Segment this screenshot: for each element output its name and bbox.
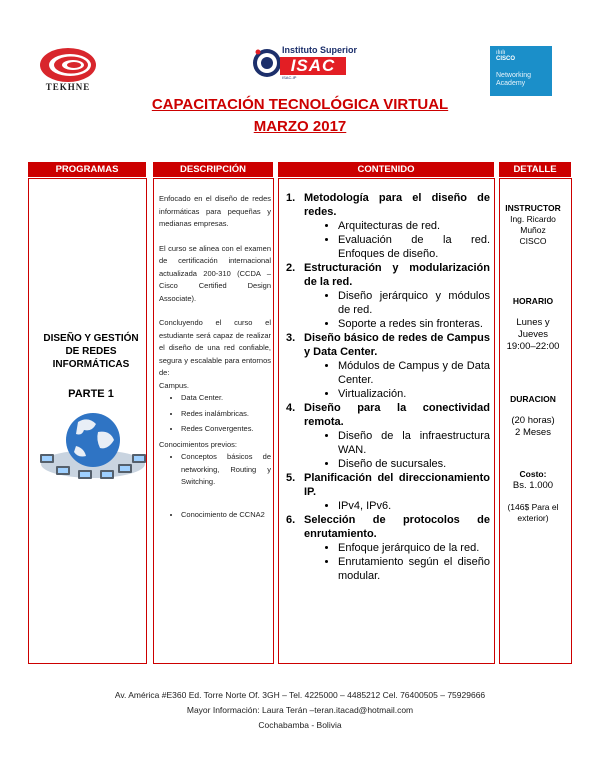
list-item: • Arquitecturas de red.	[338, 219, 490, 233]
list-item: • Conocimiento de CCNA2	[181, 509, 271, 522]
list-item: • Soporte a redes sin fronteras.	[338, 317, 490, 331]
prereq-list	[159, 451, 271, 521]
content-section: 5. Planificación del direccionamiento IP. • IPv4, IPv6.	[286, 471, 490, 513]
description-p2: El curso se alinea con el examen de certificación internacional actualizada 200-310 (CCDA – Cisco Certified Design Associate).	[159, 243, 271, 303]
cisco-name: CISCO	[496, 56, 516, 62]
tekhne-swirl-icon	[38, 46, 98, 84]
list-item: • Virtualización.	[338, 387, 490, 401]
cost-value: Bs. 1.000	[512, 480, 554, 491]
cisco-academy-logo	[490, 46, 552, 96]
page-subtitle: MARZO 2017	[253, 118, 347, 135]
footer-city: Cochabamba - Bolivia	[258, 720, 342, 730]
content-list	[286, 191, 490, 583]
header-programas: PROGRAMAS	[28, 162, 146, 177]
content-section: 1. Metodología para el diseño de redes. • Arquitecturas de red. • Evaluación de la red. Enfoques de diseño.	[286, 191, 490, 261]
page-title: CAPACITACIÓN TECNOLÓGICA VIRTUAL	[151, 96, 449, 113]
isac-logo	[252, 44, 357, 84]
isac-top-text: Instituto Superior	[282, 45, 357, 55]
isac-sub: ISAC-IP	[282, 75, 297, 80]
list-item: • Data Center.	[181, 392, 271, 405]
content-section: 3. Diseño básico de redes de Campus y Data Center. • Módulos de Campus y de Data Center. • Virtualización.	[286, 331, 490, 401]
environments-list	[159, 392, 271, 436]
cost-label: Costo:	[519, 469, 547, 479]
instructor-label: INSTRUCTOR	[505, 203, 561, 213]
list-item: • Diseño de sucursales.	[338, 457, 490, 471]
header-descripcion: DESCRIPCIÓN	[153, 162, 273, 177]
instructor-block: INSTRUCTOR Ing. Ricardo Muñoz CISCO	[502, 203, 564, 247]
footer-contact: Mayor Información: Laura Terán –teran.itacad@hotmail.com	[186, 705, 414, 715]
globe-dots-icon	[252, 46, 282, 80]
list-item: • Evaluación de la red. Enfoques de diseño.	[338, 233, 490, 261]
footer-address: Av. América #E360 Ed. Torre Norte Of. 3GH – Tel. 4225000 – 4485212 Cel. 76400505 – 75929666	[114, 690, 486, 700]
schedule-block: HORARIO Lunes y Jueves 19:00–22:00	[502, 296, 564, 353]
list-item: • Enfoque jerárquico de la red.	[338, 541, 490, 555]
cisco-academy-text: Networking Academy	[496, 72, 532, 87]
description-p3: Concluyendo el curso el estudiante será capaz de realizar el diseño de una red confiable, segura y escalable para entornos de:	[159, 318, 271, 377]
cost-block: Costo: Bs. 1.000 (146$ Para el exterior)	[502, 469, 564, 524]
tekhne-logo	[38, 46, 98, 92]
description-text	[159, 193, 271, 524]
list-item: • Redes Convergentes.	[181, 423, 271, 436]
header-contenido: CONTENIDO	[278, 162, 494, 177]
content-section: 4. Diseño para la conectividad remota. • Diseño de la infraestructura WAN. • Diseño de sucursales.	[286, 401, 490, 471]
isac-name: ISAC	[280, 57, 346, 75]
list-item: • Módulos de Campus y de Data Center.	[338, 359, 490, 387]
duration-block: DURACION (20 horas) 2 Meses	[502, 394, 564, 439]
list-item: • Enrutamiento según el diseño modular.	[338, 555, 490, 583]
campus-label: Campus.	[159, 380, 190, 390]
duration-label: DURACION	[510, 394, 556, 404]
description-p1: Enfocado en el diseño de redes informáticas para pequeñas y medianas empresas.	[159, 194, 271, 228]
list-item: • IPv4, IPv6.	[338, 499, 490, 513]
program-part: PARTE 1	[68, 388, 114, 400]
schedule-label: HORARIO	[512, 296, 554, 306]
header-detalle: DETALLE	[499, 162, 571, 177]
network-globe-image	[38, 402, 148, 482]
tekhne-name: TEKHNE	[45, 82, 91, 92]
list-item: • Conceptos básicos de networking, Routing y Switching.	[181, 451, 271, 489]
prereq-label: Conocimientos previos:	[159, 439, 237, 449]
cisco-bars-icon: ılıılı	[496, 50, 506, 56]
content-section: 6. Selección de protocolos de enrutamiento. • Enfoque jerárquico de la red. • Enrutamiento según el diseño modular.	[286, 513, 490, 583]
list-item: • Diseño jerárquico y módulos de red.	[338, 289, 490, 317]
list-item: • Redes inalámbricas.	[181, 408, 271, 421]
list-item: • Diseño de la infraestructura WAN.	[338, 429, 490, 457]
program-title: DISEÑO Y GESTIÓN DE REDES INFORMÁTICAS	[43, 333, 139, 370]
content-section: 2. Estructuración y modularización de la red. • Diseño jerárquico y módulos de red. • Soporte a redes sin fronteras.	[286, 261, 490, 331]
